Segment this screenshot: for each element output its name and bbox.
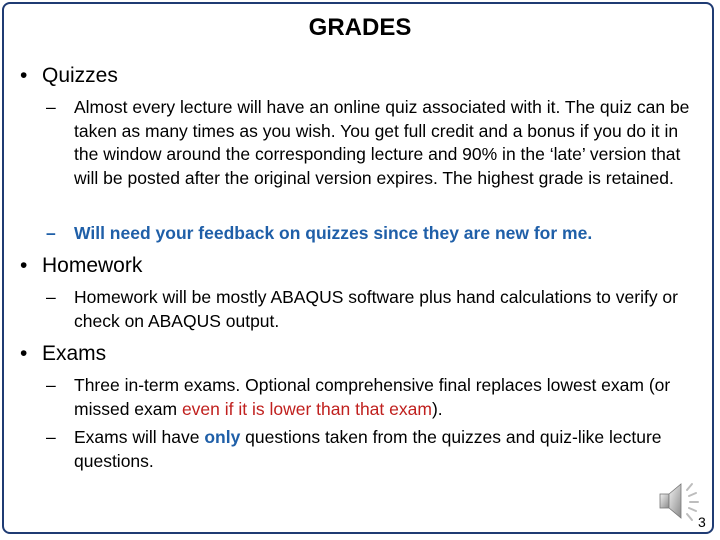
slide-title: GRADES (308, 14, 412, 41)
quizzes-item-feedback (46, 222, 706, 246)
bullet-heading-exams: Exams (42, 342, 107, 365)
dash-marker: – (46, 223, 56, 243)
bullet-homework (20, 254, 142, 278)
exams-item-text (46, 426, 706, 473)
exams-item-text (46, 374, 706, 421)
dash-marker: – (46, 97, 56, 117)
exams-text-part: Three in-term exams. Optional comprehensive final replaces lowest exam (or missed exam (74, 375, 671, 419)
speaker-icon[interactable] (654, 478, 704, 524)
homework-item-text: Homework will be mostly ABAQUS software plus hand calculations to verify or check on ABAQUS output. (74, 287, 678, 331)
exams-item-only-questions (46, 426, 706, 473)
bullet-heading-quizzes: Quizzes (42, 64, 118, 87)
bullet-heading-homework: Homework (42, 254, 143, 277)
dash-marker: – (46, 427, 56, 447)
bullet-exams (20, 342, 106, 366)
bullet-dot: • (20, 64, 28, 87)
quizzes-feedback-text: Will need your feedback on quizzes since they are new for me. (74, 223, 593, 243)
quizzes-item-online-quiz (46, 96, 706, 190)
dash-marker: – (46, 375, 56, 395)
bullet-dot: • (20, 254, 28, 277)
exams-blue-emphasis: only (204, 427, 241, 447)
dash-marker: – (46, 287, 56, 307)
quizzes-item-text: Almost every lecture will have an online quiz associated with it. The quiz can be taken as many times as you wish. You get full credit and a bonus if you do it in the window around the corresponding lecture and 90% in the ‘late’ version that will be posted after the original version expires. The highest grade is retained. (74, 97, 690, 188)
exams-red-emphasis: even if it is lower than that exam (181, 398, 432, 419)
exams-text-part: questions taken from the quizzes and quiz-like lecture questions. (74, 427, 662, 471)
bullet-quizzes (20, 64, 118, 88)
homework-item-abaqus (46, 286, 706, 333)
slide-number: 3 (698, 514, 706, 530)
exams-item-in-term (46, 374, 706, 421)
exams-text-part: Exams will have (74, 427, 205, 447)
exams-text-part: ). (431, 398, 443, 419)
bullet-dot: • (20, 342, 28, 365)
